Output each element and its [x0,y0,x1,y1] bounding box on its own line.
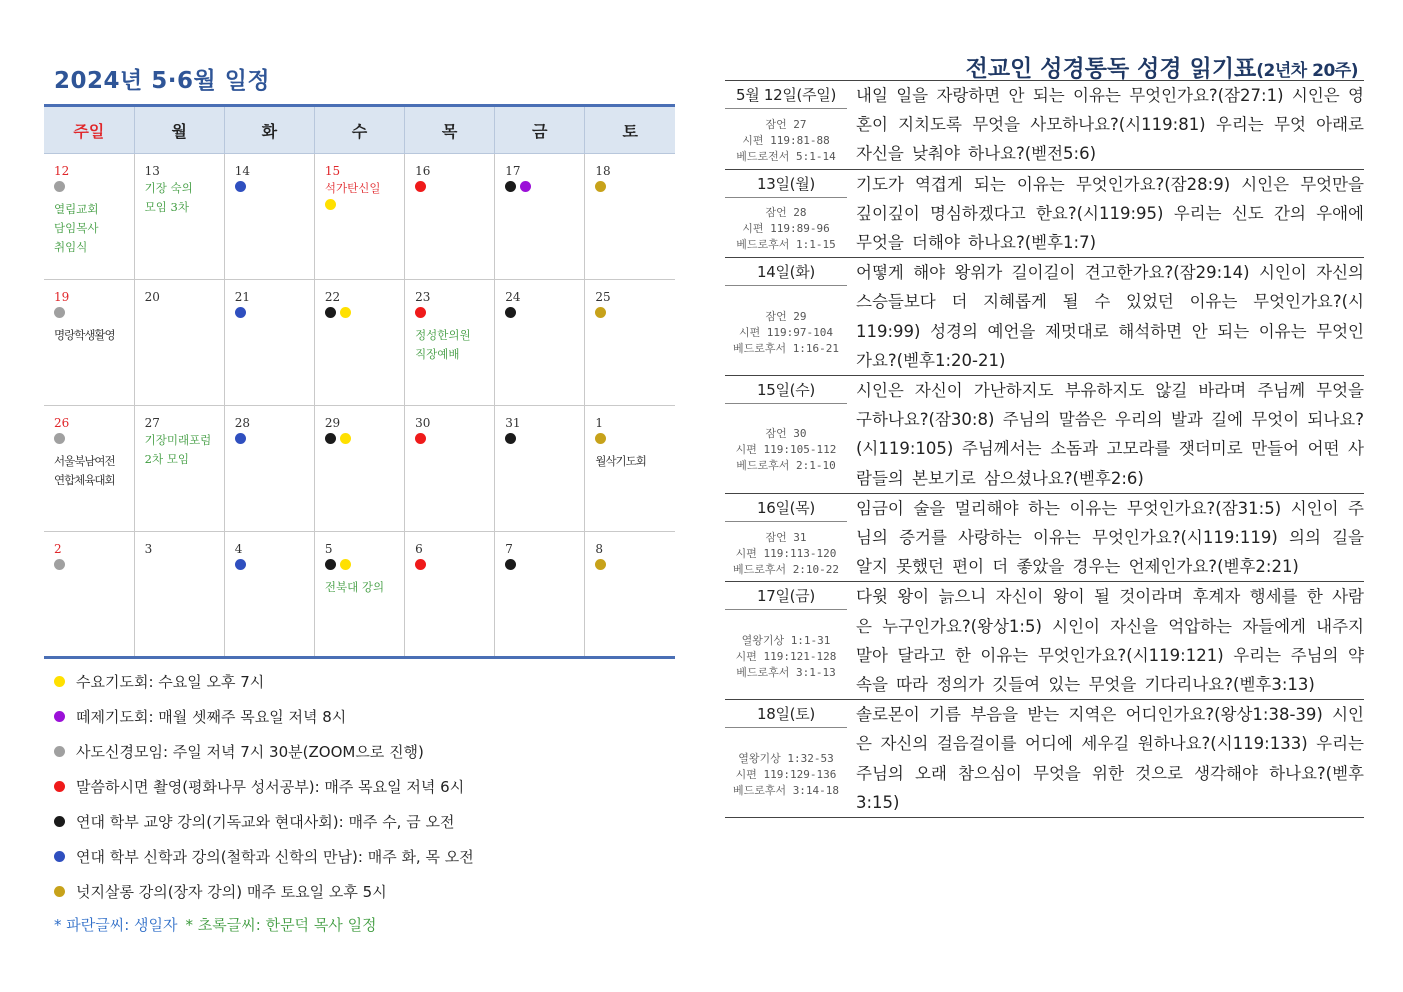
yellow-dot-icon [325,199,336,210]
calendar-day-cell [44,532,134,658]
legend-item [54,699,674,734]
day-number: 23 [415,290,431,304]
day-number: 5 [324,542,333,556]
legend-text: 연대 학부 교양 강의(기독교와 현대사회): 매주 수, 금 오전 [76,813,455,831]
legend-items [54,664,674,909]
calendar-event: 담임목사 [54,221,99,235]
calendar-day-cell [585,154,675,280]
calendar-day-cell [495,154,585,280]
reading-day-label: 17일(금) [725,582,847,610]
calendar-day-cell [585,532,675,658]
blue-dot-icon [235,559,246,570]
weekday-tue: 화 [224,106,314,154]
event-dots [415,181,494,199]
purple-dot-icon [54,711,65,722]
scripture-reference: 시편 119:81-88 [742,133,830,147]
day-number: 4 [234,542,243,556]
purple-dot-icon [520,181,531,192]
gray-dot-icon [54,559,65,570]
day-number: 12 [54,164,70,178]
calendar-week-row [44,406,675,532]
calendar-day-cell [44,154,134,280]
scripture-reference: 베드로후서 2:1-10 [736,459,836,473]
legend-text: 말씀하시면 촬영(평화나무 성서공부): 매주 목요일 저녁 6시 [76,778,465,796]
calendar-event: 월삭기도회 [595,454,646,468]
reading-questions: 어떻게 해야 왕위가 길이길이 견고한가요?(잠29:14) 시인이 자신의 스승들보다 더 지혜롭게 될 수 있었던 이유는 무엇인가요?(시119:99) 성경의 예언을 제멋대로 해석하면 안 되는 이유는 무엇인가요?(벧후1:20-21) [856,263,1364,370]
blue-dot-icon [235,433,246,444]
reading-day-meta [725,81,847,169]
olive-dot-icon [595,307,606,318]
legend-item [54,664,674,699]
reading-title-sub: (2년차 20주) [1256,61,1358,81]
gray-dot-icon [54,433,65,444]
scripture-reference: 베드로후서 2:10-22 [732,562,840,576]
calendar-day-cell [314,154,404,280]
red-dot-icon [54,781,65,792]
reading-refs [725,728,847,817]
scripture-reference: 시편 119:89-96 [742,222,830,236]
scripture-reference: 잠언 29 [765,309,807,323]
reading-day-meta [725,170,847,258]
event-dots [325,199,404,217]
weekday-header-row [44,106,675,154]
reading-day-row [725,700,1364,818]
scripture-reference: 시편 119:113-120 [735,546,837,560]
calendar-event: 정성한의원 [415,328,471,342]
day-number: 30 [415,416,431,430]
calendar-event: 기장 숙의 [144,181,193,195]
event-dots [235,307,314,325]
day-number: 22 [324,290,341,304]
black-dot-icon [505,181,516,192]
legend-item [54,804,674,839]
scripture-reference: 시편 119:129-136 [735,767,837,781]
day-number: 31 [505,416,521,430]
weekday-mon: 월 [134,106,224,154]
day-number: 24 [505,290,521,304]
black-dot-icon [54,816,65,827]
reading-day-meta [725,376,847,493]
yellow-dot-icon [54,676,65,687]
scripture-reference: 잠언 28 [765,206,807,220]
day-number: 18 [595,164,611,178]
calendar-body [44,154,675,658]
scripture-reference: 잠언 31 [765,530,807,544]
day-number: 19 [54,290,70,304]
reading-day-row [725,81,1364,170]
event-dots [325,307,404,325]
olive-dot-icon [595,181,606,192]
event-dots [505,181,584,199]
day-number: 7 [505,542,513,556]
reading-questions: 내일 일을 자랑하면 안 되는 이유는 무엇인가요?(잠27:1) 시인은 영혼이 지치도록 무엇을 사모하나요?(시119:81) 우리는 무엇 아래로 자신을 낮춰야 하나요?(벧전5:6) [856,86,1364,164]
day-number: 20 [144,290,160,304]
event-dots [595,433,675,451]
day-number: 21 [234,290,251,304]
day-number: 14 [234,164,251,178]
calendar-event: 취임식 [54,240,88,254]
reading-list [725,80,1364,818]
day-number: 29 [324,416,341,430]
reading-day-label: 16일(목) [725,494,847,522]
reading-day-row [725,494,1364,583]
calendar-day-cell [495,532,585,658]
event-dots [415,307,494,325]
calendar-day-cell [224,154,314,280]
legend-item [54,874,674,909]
gray-dot-icon [54,746,65,757]
reading-day-row [725,582,1364,700]
calendar-day-cell [405,280,495,406]
calendar-event: 기장미래포럼 [144,433,212,447]
reading-day-row [725,258,1364,376]
legend-item [54,839,674,874]
scripture-reference: 베드로전서 5:1-14 [736,149,836,163]
calendar-event: 석가탄신일 [324,181,381,195]
reading-day-row [725,376,1364,494]
event-dots [415,433,494,451]
olive-dot-icon [595,433,606,444]
weekday-sun: 주일 [44,106,134,154]
calendar-event: 명랑학생활영 [54,328,115,342]
calendar-event: 모임 3차 [144,200,189,214]
day-number: 15 [324,164,341,178]
day-number: 27 [144,416,160,430]
reading-questions: 다윗 왕이 늙으니 자신이 왕이 될 것이라며 후계자 행세를 한 사람은 누구인가요?(왕상1:5) 시인이 자신을 억압하는 자들에게 내주지 말아 달라고 한 이유는 무엇인가요?(시119:121) 우리는 주님의 약속을 따라 정의가 깃들여 있는 무엇을 기다리나요?(벧후3:13) [856,587,1364,695]
gray-dot-icon [54,181,65,192]
black-dot-icon [325,307,336,318]
reading-day-label: 5월 12일(주일) [725,81,847,109]
reading-day-row [725,170,1364,259]
reading-day-label: 15일(수) [725,376,847,404]
calendar-day-cell [405,406,495,532]
day-number: 3 [144,542,153,556]
calendar-day-cell [405,154,495,280]
calendar-day-cell [44,280,134,406]
calendar-day-cell [224,280,314,406]
red-dot-icon [415,307,426,318]
reading-day-label: 13일(월) [725,170,847,198]
reading-questions: 솔로몬이 기름 부음을 받는 지역은 어디인가요?(왕상1:38-39) 시인은 자신의 걸음걸이를 어디에 세우길 원하나요?(시119:133) 우리는 주님의 오래 참으심이 무엇을 위한 것으로 생각해야 하나요?(벧후3:15) [856,705,1364,812]
calendar-day-cell [585,280,675,406]
scripture-reference: 베드로후서 1:16-21 [732,341,840,355]
scripture-reference: 열왕기상 1:32-53 [738,751,834,765]
scripture-reference: 베드로후서 1:1-15 [736,238,836,252]
scripture-reference: 시편 119:105-112 [735,443,837,457]
reading-refs [725,109,847,169]
calendar-day-cell [134,154,224,280]
scripture-reference: 베드로후서 3:1-13 [736,665,836,679]
calendar-day-cell [314,280,404,406]
calendar-title: 2024년 5·6월 일정 [54,68,271,94]
reading-refs [725,286,847,375]
scripture-reference: 잠언 27 [765,117,807,131]
olive-dot-icon [595,559,606,570]
reading-questions: 시인은 자신이 가난하지도 부유하지도 않길 바라며 주님께 무엇을 구하나요?(잠30:8) 주님의 말씀은 우리의 발과 길에 무엇이 되나요?(시119:105) 주님께서는 소돔과 고모라를 잿더미로 만들어 어떤 사람들의 본보기로 삼으셨나요?(벧후2:6) [856,381,1364,488]
reading-refs [725,404,847,493]
scripture-reference: 베드로후서 3:14-18 [732,783,840,797]
reading-day-label: 14일(화) [725,258,847,286]
event-dots [415,559,494,577]
event-dots [54,307,134,325]
olive-dot-icon [54,886,65,897]
calendar-day-cell [314,532,404,658]
day-number: 26 [54,416,70,430]
black-dot-icon [325,559,336,570]
calendar-event: 직장예배 [415,347,460,361]
calendar-table [44,104,675,659]
scripture-reference: 시편 119:97-104 [738,325,834,339]
reading-questions: 임금이 술을 멀리해야 하는 이유는 무엇인가요?(잠31:5) 시인이 주님의 증거를 사랑하는 이유는 무엇인가요?(시119:119) 의의 길을 알지 못했던 편이 더 좋았을 경우는 언제인가요?(벧후2:21) [856,498,1364,577]
black-dot-icon [505,307,516,318]
calendar-event: 전북대 강의 [324,580,385,594]
weekday-fri: 금 [495,106,585,154]
blue-dot-icon [235,181,246,192]
calendar-day-cell [314,406,404,532]
calendar-event: 열림교회 [54,202,99,216]
event-dots [505,307,584,325]
event-dots [325,433,404,451]
weekday-wed: 수 [314,106,404,154]
reading-day-label: 18일(토) [725,700,847,728]
calendar-day-cell [44,406,134,532]
day-number: 17 [505,164,521,178]
reading-questions: 기도가 역겹게 되는 이유는 무엇인가요?(잠28:9) 시인은 무엇만을 깊이깊이 명심하겠다고 한요?(시119:95) 우리는 신도 간의 우애에 무엇을 더해야 하나요?(벧후1:7) [856,174,1364,253]
yellow-dot-icon [340,307,351,318]
reading-day-meta [725,494,847,582]
calendar-day-cell [134,532,224,658]
calendar-day-cell [134,280,224,406]
red-dot-icon [415,181,426,192]
reading-day-meta [725,582,847,699]
calendar-event: 서울북남여전 [54,454,115,468]
note-birthday: * 파란글씨: 생일자 [54,915,178,934]
event-dots [595,559,675,577]
note-pastor-schedule: * 초록글씨: 한문덕 목사 일정 [185,915,377,934]
event-dots [54,559,134,577]
reading-refs [725,198,847,258]
blue-dot-icon [54,851,65,862]
yellow-dot-icon [340,559,351,570]
calendar-week-row [44,280,675,406]
event-dots [505,433,584,451]
event-dots [235,433,314,451]
day-number: 16 [415,164,431,178]
legend-note [54,909,674,939]
event-dots [54,181,134,199]
event-dots [595,181,675,199]
calendar-day-cell [495,406,585,532]
red-dot-icon [415,559,426,570]
legend-text: 수요기도회: 수요일 오후 7시 [76,673,265,691]
reading-day-meta [725,700,847,817]
day-number: 6 [415,542,423,556]
legend-item [54,734,674,769]
event-dots [235,181,314,199]
reading-refs [725,610,847,699]
weekday-thu: 목 [405,106,495,154]
calendar-day-cell [224,406,314,532]
weekday-sat: 토 [585,106,675,154]
event-dots [235,559,314,577]
calendar-event: 2차 모임 [144,452,189,466]
schedule-legend [54,664,674,939]
black-dot-icon [505,433,516,444]
calendar-week-row [44,154,675,280]
yellow-dot-icon [340,433,351,444]
legend-text: 떼제기도회: 매월 셋째주 목요일 저녁 8시 [76,708,347,726]
legend-item [54,769,674,804]
blue-dot-icon [235,307,246,318]
reading-title-main: 전교인 성경통독 성경 읽기표 [965,56,1257,82]
scripture-reference: 시편 119:121-128 [735,649,837,663]
legend-text: 넛지살롱 강의(장자 강의) 매주 토요일 오후 5시 [76,883,387,901]
scripture-reference: 열왕기상 1:1-31 [741,633,831,647]
event-dots [54,433,134,451]
black-dot-icon [505,559,516,570]
calendar-event: 연합체육대회 [54,473,115,487]
reading-refs [725,522,847,582]
calendar-day-cell [405,532,495,658]
reading-day-meta [725,258,847,375]
day-number: 8 [595,542,603,556]
event-dots [505,559,584,577]
day-number: 13 [144,164,160,178]
event-dots [325,559,404,577]
day-number: 25 [595,290,611,304]
red-dot-icon [415,433,426,444]
event-dots [595,307,675,325]
legend-text: 연대 학부 신학과 강의(철학과 신학의 만남): 매주 화, 목 오전 [76,848,474,866]
legend-text: 사도신경모임: 주일 저녁 7시 30분(ZOOM으로 진행) [76,743,424,761]
calendar-day-cell [495,280,585,406]
gray-dot-icon [54,307,65,318]
calendar-day-cell [134,406,224,532]
reading-title [966,50,1358,83]
day-number: 1 [595,416,603,430]
calendar-week-row [44,532,675,658]
day-number: 28 [234,416,251,430]
scripture-reference: 잠언 30 [765,427,807,441]
calendar-day-cell [224,532,314,658]
calendar-day-cell [585,406,675,532]
black-dot-icon [325,433,336,444]
day-number: 2 [54,542,62,556]
